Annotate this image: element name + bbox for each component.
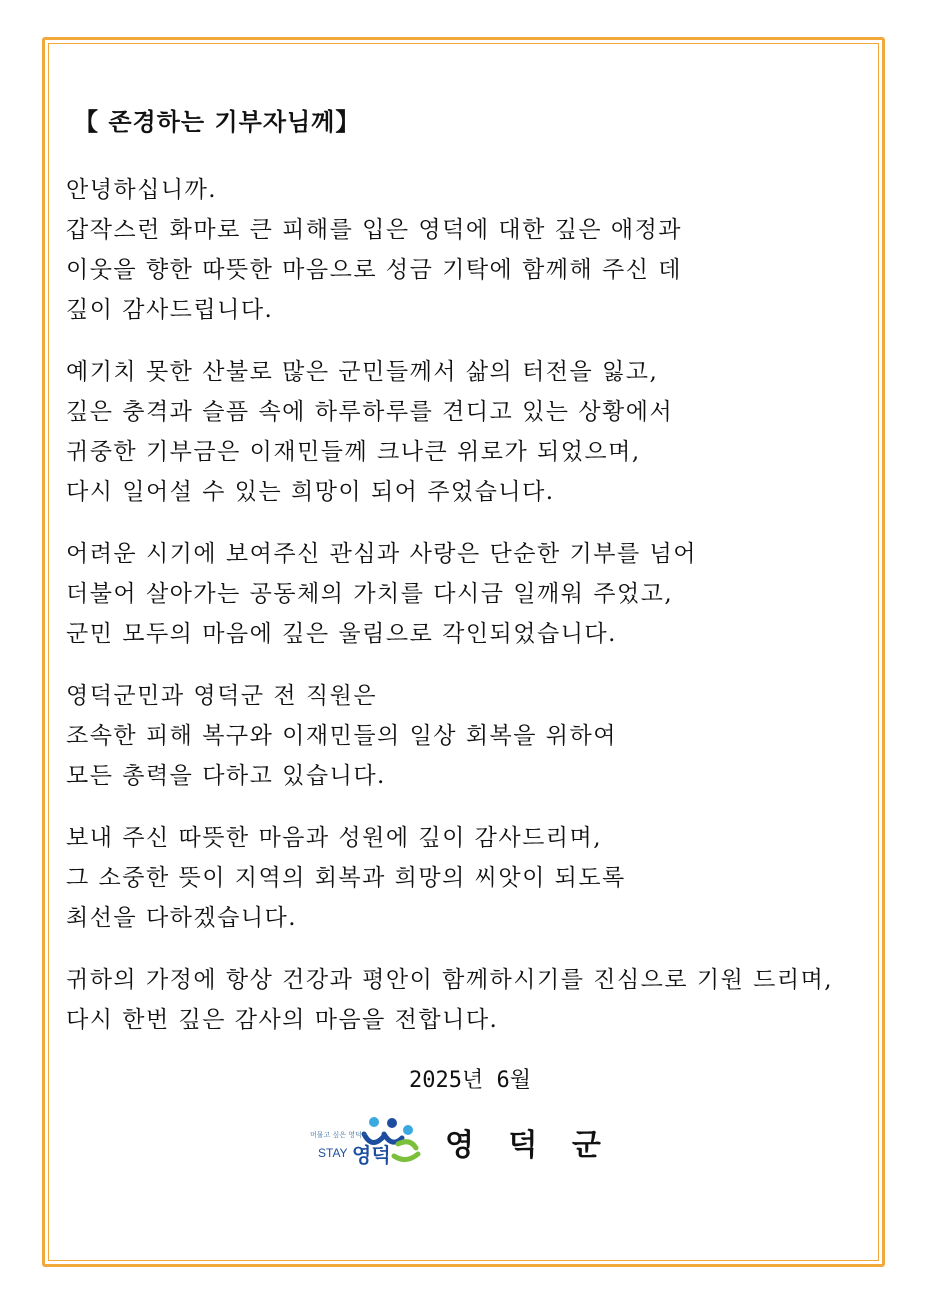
text-line: 깊이 감사드립니다. [66, 297, 274, 323]
paragraph-situation [66, 352, 866, 512]
text-line: 어려운 시기에 보여주신 관심과 사랑은 단순한 기부를 넘어 [66, 541, 697, 567]
paragraph-greeting [66, 170, 866, 330]
paragraph-gratitude [66, 818, 866, 938]
text-line: 이웃을 향한 따뜻한 마음으로 성금 기탁에 함께해 주신 데 [66, 257, 683, 283]
paragraph-closing [66, 960, 866, 1040]
text-line: 최선을 다하겠습니다. [66, 905, 298, 931]
text-line: 보내 주신 따뜻한 마음과 성원에 깊이 감사드리며, [66, 825, 603, 851]
text-line: 조속한 피해 복구와 이재민들의 일상 회복을 위하여 [66, 723, 617, 749]
signature-block [300, 1110, 620, 1170]
letter-date: 2025년 6월 [409, 1068, 531, 1093]
paragraph-recovery [66, 676, 866, 796]
text-line: 모든 총력을 다하고 있습니다. [66, 763, 386, 789]
letter-heading: 【 존경하는 기부자님께】 [74, 108, 361, 136]
text-line: 영덕군민과 영덕군 전 직원은 [66, 683, 378, 709]
logo-stay-text: STAY [318, 1146, 348, 1160]
text-line: 갑작스런 화마로 큰 피해를 입은 영덕에 대한 깊은 애정과 [66, 217, 683, 243]
organization-name: 영 덕 군 [445, 1128, 613, 1163]
text-line: 군민 모두의 마음에 깊은 울림으로 각인되었습니다. [66, 621, 617, 647]
logo-name-text: 영덕 [352, 1143, 391, 1167]
letter-body [66, 104, 866, 1062]
text-line: 그 소중한 뜻이 지역의 회복과 희망의 씨앗이 되도록 [66, 865, 626, 891]
text-line: 귀하의 가정에 항상 건강과 평안이 함께하시기를 진심으로 기원 드리며, [66, 967, 834, 993]
text-line: 예기치 못한 산불로 많은 군민들께서 삶의 터전을 잃고, [66, 359, 659, 385]
text-line: 다시 일어설 수 있는 희망이 되어 주었습니다. [66, 479, 555, 505]
text-line: 더불어 살아가는 공동체의 가치를 다시금 일깨워 주었고, [66, 581, 674, 607]
paragraph-community [66, 534, 866, 654]
text-line: 다시 한번 깊은 감사의 마음을 전합니다. [66, 1007, 499, 1033]
text-line: 안녕하십니까. [66, 177, 218, 203]
yeongdeok-logo [300, 1110, 425, 1170]
text-line: 깊은 충격과 슬픔 속에 하루하루를 견디고 있는 상황에서 [66, 399, 674, 425]
logo-tagline: 머물고 싶은 영덕~ [310, 1131, 368, 1139]
text-line: 귀중한 기부금은 이재민들께 크나큰 위로가 되었으며, [66, 439, 641, 465]
